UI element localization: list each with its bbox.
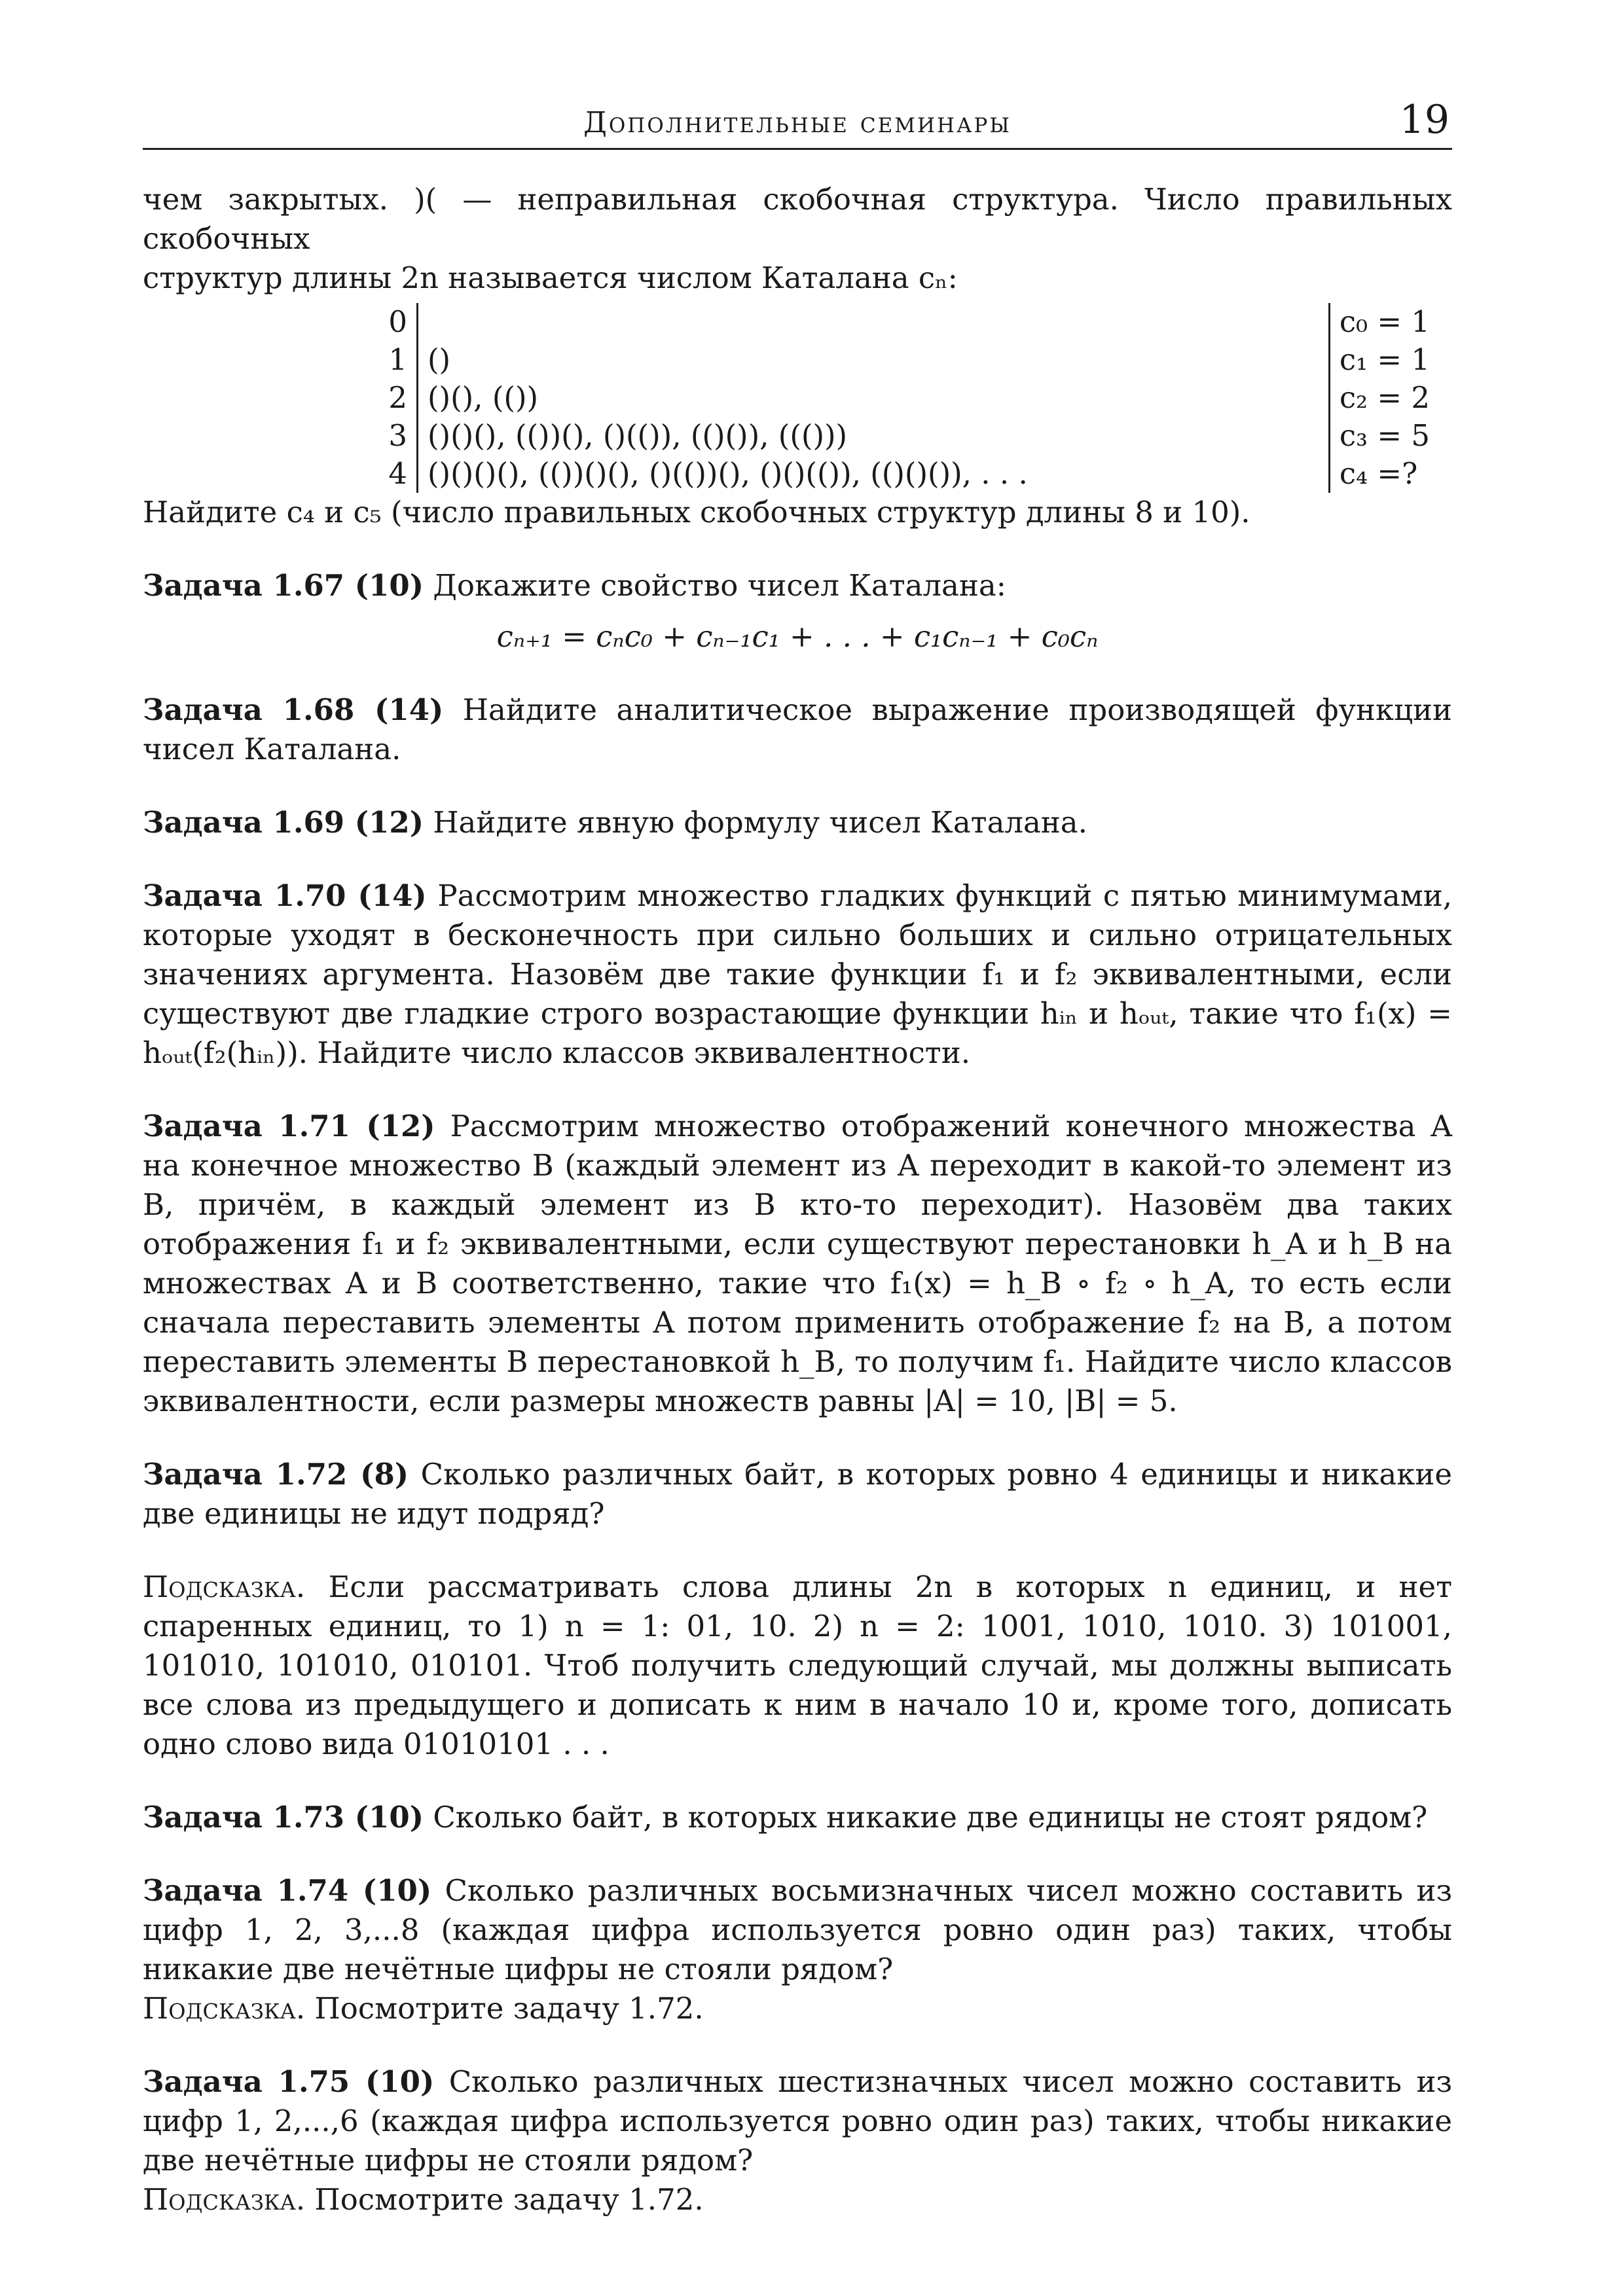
bracket-structures: () [428,342,451,377]
problem-1-75 [143,2062,1452,2180]
problem-1-74 [143,1871,1452,1989]
bracket-structures: ()()()(), (())()(), ()(())(), ()()(()), (()()()), . . . [428,456,1028,491]
row-index: 2 [372,379,418,417]
problem-label: Задача 1.70 (14) [143,878,427,913]
catalan-table [372,303,1439,493]
problem-1-69 [143,803,1452,842]
table-row [372,379,1439,417]
problem-label: Задача 1.69 (12) [143,805,424,840]
hint-text: Посмотрите задачу 1.72. [314,2182,704,2217]
hint-label: Подсказка. [143,1991,306,2026]
problem-label: Задача 1.68 (14) [143,692,444,727]
row-index: 0 [372,303,418,341]
table-row [372,455,1439,493]
problem-1-73 [143,1798,1452,1837]
problem-text: Сколько байт, в которых никакие две единицы не стоят рядом? [433,1800,1428,1835]
catalan-recurrence-formula: cₙ₊₁ = cₙc₀ + cₙ₋₁c₁ + . . . + c₁cₙ₋₁ + c₀cₙ [496,619,1099,654]
header-title: Дополнительные семинары [583,106,1012,139]
bracket-structures: ()(), (()) [428,380,539,415]
problem-text: Найдите явную формулу чисел Каталана. [433,805,1087,840]
problem-label: Задача 1.72 (8) [143,1457,409,1492]
problem-label: Задача 1.74 (10) [143,1873,432,1908]
catalan-value: c₄ =? [1329,455,1439,493]
problem-text: Сколько различных байт, в которых ровно 4 единицы и никакие две единицы не идут подряд? [143,1457,1452,1531]
hint-text: Посмотрите задачу 1.72. [314,1991,704,2026]
bracket-structures: ()()(), (())(), ()(()), (()()), ((())) [428,418,848,453]
catalan-value: c₀ = 1 [1329,303,1439,341]
intro-line-1: чем закрытых. )( — неправильная скобочная структура. Число правильных скобочных [143,182,1452,256]
problem-1-68 [143,691,1452,769]
intro-line-2: структур длины 2n называется числом Каталана cₙ: [143,260,958,295]
problem-label: Задача 1.75 (10) [143,2064,435,2099]
find-c4-c5: Найдите c₄ и c₅ (число правильных скобочных структур длины 8 и 10). [143,495,1250,529]
problem-1-71 [143,1107,1452,1421]
table-row [372,341,1439,379]
hint-label: Подсказка. [143,2182,306,2217]
hint-1-72 [143,1568,1452,1764]
running-header [143,98,1452,150]
catalan-value: c₃ = 5 [1329,417,1439,455]
problem-text: Докажите свойство чисел Каталана: [433,568,1006,603]
problem-text: Рассмотрим множество гладких функций с пятью минимумами, которые уходят в бесконечность при сильно больших и сильно отрицательных значениях аргумента. Назовём две такие функции f₁ и f₂ эквивалентными, если существуют две гладкие строго возрастающие функции hᵢₙ и hₒᵤₜ, такие что f₁(x) = hₒᵤₜ(f₂(hᵢₙ)). Найдите число классов эквивалентности. [143,878,1452,1070]
problem-text: Сколько различных восьмизначных чисел можно составить из цифр 1, 2, 3,...8 (каждая цифра используется ровно один раз) таких, чтобы никакие две нечётные цифры не стояли рядом? [143,1873,1452,1986]
row-index: 4 [372,455,418,493]
catalan-value: c₂ = 2 [1329,379,1439,417]
row-index: 3 [372,417,418,455]
page [143,98,1452,2219]
hint-label: Подсказка. [143,1570,306,1604]
table-row [372,417,1439,455]
problem-label: Задача 1.71 (12) [143,1109,435,1143]
bracket-structures [418,303,1330,341]
hint-1-74 [143,1989,1452,2028]
page-number: 19 [1399,97,1450,143]
problem-1-72 [143,1455,1452,1534]
row-index: 1 [372,341,418,379]
hint-text: Если рассматривать слова длины 2n в которых n единиц, и нет спаренных единиц, то 1) n = 1: 01, 10. 2) n = 2: 1001, 1010, 1010. 3) 101001, 101010, 101010, 010101. Чтоб получить следующий случай, мы должны выписать все слова из предыдущего и дописать к ним в начало 10 и, кроме того, дописать одно слово вида 01010101 . . . [143,1570,1452,1761]
problem-label: Задача 1.67 (10) [143,568,424,603]
table-row [372,303,1439,341]
problem-1-70 [143,876,1452,1073]
problem-text: Найдите аналитическое выражение производящей функции чисел Каталана. [143,692,1452,766]
problem-1-67 [143,566,1452,605]
catalan-value: c₁ = 1 [1329,341,1439,379]
problem-text: Сколько различных шестизначных чисел можно составить из цифр 1, 2,...,6 (каждая цифра используется ровно один раз) таких, чтобы никакие две нечётные цифры не стояли рядом? [143,2064,1452,2178]
problem-label: Задача 1.73 (10) [143,1800,424,1835]
problem-text: Рассмотрим множество отображений конечного множества A на конечное множество B (каждый элемент из A переходит в какой-то элемент из B, причём, в каждый элемент из B кто-то переходит). Назовём два таких отображения f₁ и f₂ эквивалентными, если существуют перестановки h_A и h_B на множествах A и B соответственно, такие что f₁(x) = h_B ∘ f₂ ∘ h_A, то есть если сначала переставить элементы A потом применить отображение f₂ на B, а потом переставить элементы B перестановкой h_B, то получим f₁. Найдите число классов эквивалентности, если размеры множеств равны |A| = 10, |B| = 5. [143,1109,1452,1418]
hint-1-75 [143,2180,1452,2219]
